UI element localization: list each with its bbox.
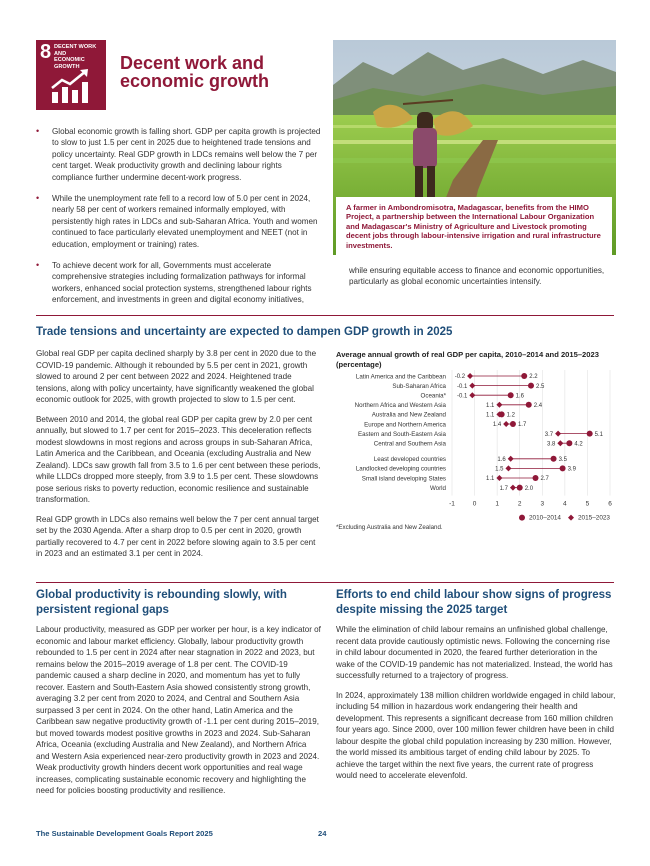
data-point-2015-2023 [557,440,563,446]
legend-marker-2015-2023 [568,515,574,521]
gdp-growth-chart [326,368,622,524]
data-point-2010-2014 [551,456,557,462]
data-label: 1.1 [486,412,495,419]
data-point-2010-2014 [566,440,572,446]
data-point-2015-2023 [508,456,514,462]
data-point-2010-2014 [508,392,514,398]
data-label: 1.5 [495,466,504,473]
growth-chart-icon [50,68,92,104]
data-point-2010-2014 [587,431,593,437]
x-tick-label: -1 [449,500,455,508]
paragraph: Real GDP growth in LDCs also remains well below the 7 per cent annual target set by the 2030 Agenda. After a sharp drop to 0.5 per cent in 2020, growth partially recovered to 4.7 per cent in 2022 before slowing again to 3.5 per cent in 2023 and an estimated 3.1 per cent in 2024. [36,514,319,558]
data-label: 2.0 [524,485,534,492]
category-label: Northern Africa and Western Asia [354,402,446,410]
paragraph: Between 2010 and 2014, the global real GDP per capita grew by 2.0 per cent annually, but slowed to 1.7 per cent for 2015–2023. This deceleration reflects modest slowdowns in most regions and across groups in sub-Saharan Africa, Latin America and the Caribbean, and Oceania (excluding Australia and New Zealand). LDCs saw growth fall from 3.5 to 1.6 per cent between these periods, while LLDCs dropped more steeply, from 3.9 to 1.5 per cent. These slowdowns pose serious risks to poverty reduction, economic resilience and sustainable transformation. [36,414,321,504]
data-label: 1.7 [517,422,527,429]
chart-footnote: *Excluding Australia and New Zealand. [336,524,443,531]
footer-report-title: The Sustainable Development Goals Report 2025 [36,829,213,838]
x-tick-label: 4 [563,500,567,508]
data-label: -0.1 [456,393,468,400]
data-point-2015-2023 [555,431,561,437]
bullet-dot-icon: • [36,260,40,271]
data-label: 1.4 [492,422,502,429]
section-body-gdp [36,348,321,568]
x-tick-label: 5 [585,500,590,508]
chart-title: Average annual growth of real GDP per capita, 2010–2014 and 2015–2023 (percentage) [336,350,599,369]
category-label: Europe and Northern America [364,421,446,429]
data-point-2010-2014 [499,411,505,417]
sdg-name-line2: ECONOMIC GROWTH [54,57,85,70]
x-tick-label: 6 [608,500,612,508]
category-label: Landlocked developing countries [355,465,446,473]
category-label: World [429,484,446,492]
x-tick-label: 3 [540,500,545,508]
category-label: Least developed countries [373,456,446,464]
key-point-text: Global economic growth is falling short. GDP per capita growth is projected to slow to just 1.5 per cent in 2025 due to heightened trade tensions and policy uncertainty. Real GDP growth in LDCs remains well below the 7 per cent target. Weak productivity growth and declining labour rights compliance further undermine decent-work progress. [52,127,321,182]
paragraph: In 2024, approximately 138 million children worldwide engaged in child labour, including 54 million in hazardous work endangering their health and development. This represents a significant decrease from 160 million children four years ago. Since 2000, over 100 million fewer children have been in child labour despite the global child population increasing by 230 million. However, the world missed its ambitious target of ending child labour by 2025. To achieve the target within the next five years, the current rate of progress would need to accelerate elevenfold. [336,690,616,780]
category-label: Latin America and the Caribbean [355,373,446,381]
page-title [120,54,320,90]
legend-marker-2010-2014 [519,515,525,521]
data-point-2010-2014 [517,485,523,491]
bullet-dot-icon: • [36,193,40,204]
data-point-2015-2023 [505,465,511,471]
sdg-8-badge [36,40,106,110]
category-label: Eastern and South-Eastern Asia [357,430,446,438]
footer-page-number: 24 [318,829,327,838]
data-label: -0.1 [456,383,468,390]
data-label: 2.4 [533,403,543,409]
key-point [36,126,321,183]
photo-caption-box [336,197,612,257]
page-title-line1: Decent work and [120,53,265,73]
data-point-2010-2014 [528,383,534,389]
data-label: 1.6 [515,393,525,400]
data-point-2015-2023 [467,373,473,379]
sdg-number: 8 [40,41,52,63]
category-label: Central and Southern Asia [373,440,446,448]
x-tick-label: 2 [517,500,522,508]
paragraph: Global real GDP per capita declined sharply by 3.8 per cent in 2020 due to the COVID-19 pandemic. Although it rebounded by 5.5 per cent in 2021, growth slowed to around 2 per cent between 2022 and 2024. Heightened trade tensions, along with policy uncertainty, have significantly weakened the global economic outlook for 2025, with growth projected to slow to 1.5 per cent. [36,349,317,404]
key-points-list [36,126,321,316]
data-label: 1.1 [486,476,495,483]
data-point-2010-2014 [560,465,566,471]
x-tick-label: 1 [495,500,499,508]
paragraph: While the elimination of child labour remains an unfinished global challenge, recent data provide cautiously optimistic news. Following the concerning rise in child labour documented in 2020, the feared further deterioration in the wake of the COVID-19 pandemic has not materialized. Instead, the world has successfully returned to a trajectory of progress. [336,625,613,680]
section-title-gdp: Trade tensions and uncertainty are expected to dampen GDP growth in 2025 [36,326,453,338]
data-label: 1.1 [486,403,495,409]
category-label: Australia and New Zealand [371,411,446,419]
data-label: 4.2 [574,441,583,448]
category-label: Sub-Saharan Africa [392,382,446,390]
data-label: 2.7 [540,476,549,483]
key-point [36,193,321,250]
x-tick-label: 0 [472,500,477,508]
key-point-text: To achieve decent work for all, Governments must accelerate comprehensive strategies including formalization pathways for informal workers, enhanced social protection systems, strengthened labour rights enforcement, and investments in green and digital economy initiatives, [52,261,312,305]
page-title-line2: economic growth [120,71,270,91]
section-divider [36,315,614,316]
data-point-2010-2014 [526,402,532,408]
data-label: 3.8 [546,441,556,448]
bullet-dot-icon: • [36,126,40,136]
data-label: -0.2 [454,374,466,381]
category-label: Small island developing States [361,475,446,483]
section-body-child-labour [336,624,616,790]
legend-label-2010-2014: 2010–2014 [529,514,561,522]
data-label: 3.7 [544,431,554,438]
data-label: 3.5 [558,457,567,463]
key-point [36,260,321,306]
category-label: Oceania* [420,392,446,400]
data-label: 1.7 [499,485,508,492]
section-title-productivity: Global productivity is rebounding slowly, with persistent regional gaps [36,589,287,616]
data-label: 2.2 [529,374,538,381]
data-label: 1.6 [497,457,506,463]
sdg-name [54,44,104,70]
section-title-child-labour: Efforts to end child labour show signs of progress despite missing the 2025 target [336,589,612,616]
section-body-productivity [36,624,321,805]
data-label: 5.1 [594,431,604,438]
paragraph: Labour productivity, measured as GDP per worker per hour, is a key indicator of economic and labour market efficiency. Globally, labour productivity growth rebounded to 1.5 per cent in 2024 after near stagnation in 2022 and 2023, but remains below the 2015–2019 average of 1.8 per cent. The COVID-19 pandemic caused a sharp decline in 2020, and momentum has yet to fully recover. Eastern and South-Eastern Asia showed consistently strong growth, averaging 3.2 per cent from 2020 to 2024, and Central and Southern Asia surpassed 3 per cent in 2024. On the other hand, Latin America and the Caribbean saw negative productivity growth of -1.1 per cent during 2015–2019, but moved towards modest positive growths in 2023 and 2024. Sub-Saharan Africa, Oceania (excluding Australia and New Zealand), and Northern Africa and Western Asia experienced near-zero productivity growth in 2023 and 2024. Weak productivity growth hinders decent work opportunities and real wage increases, complicating sustainable economic recovery and highlighting the need for policies boosting productivity and resilience. [36,625,321,795]
key-point-text: While the unemployment rate fell to a record low of 5.0 per cent in 2024, nearly 58 per cent of workers remained informally employed, with persistently high rates in LDCs and sub-Saharan Africa. Youth and women continued to face particularly elevated unemployment and NEET (not in education, employment or training) rates. [52,194,318,249]
sdg-name-line1: DECENT WORK AND [54,44,97,57]
data-label: 1.2 [506,412,516,419]
data-point-2010-2014 [521,373,527,379]
data-point-2010-2014 [533,475,539,481]
legend-label-2015-2023: 2015–2023 [578,514,610,522]
data-point-2015-2023 [503,421,509,427]
key-point-continuation: while ensuring equitable access to finance and economic opportunities, particularly as global economic uncertainties intensify. [349,266,605,287]
data-point-2015-2023 [510,485,516,491]
section-divider [36,582,614,583]
photo-caption: A farmer in Ambondromisotra, Madagascar, benefits from the HIMO Project, a partnership between the International Labour Organization and Madagascar's Ministry of Agriculture and Livestock promoting decent jobs through labour-intensive irrigation and rural infrastructure investments. [346,203,601,250]
data-label: 2.5 [536,383,545,390]
data-label: 3.9 [567,466,576,473]
data-point-2010-2014 [510,421,516,427]
